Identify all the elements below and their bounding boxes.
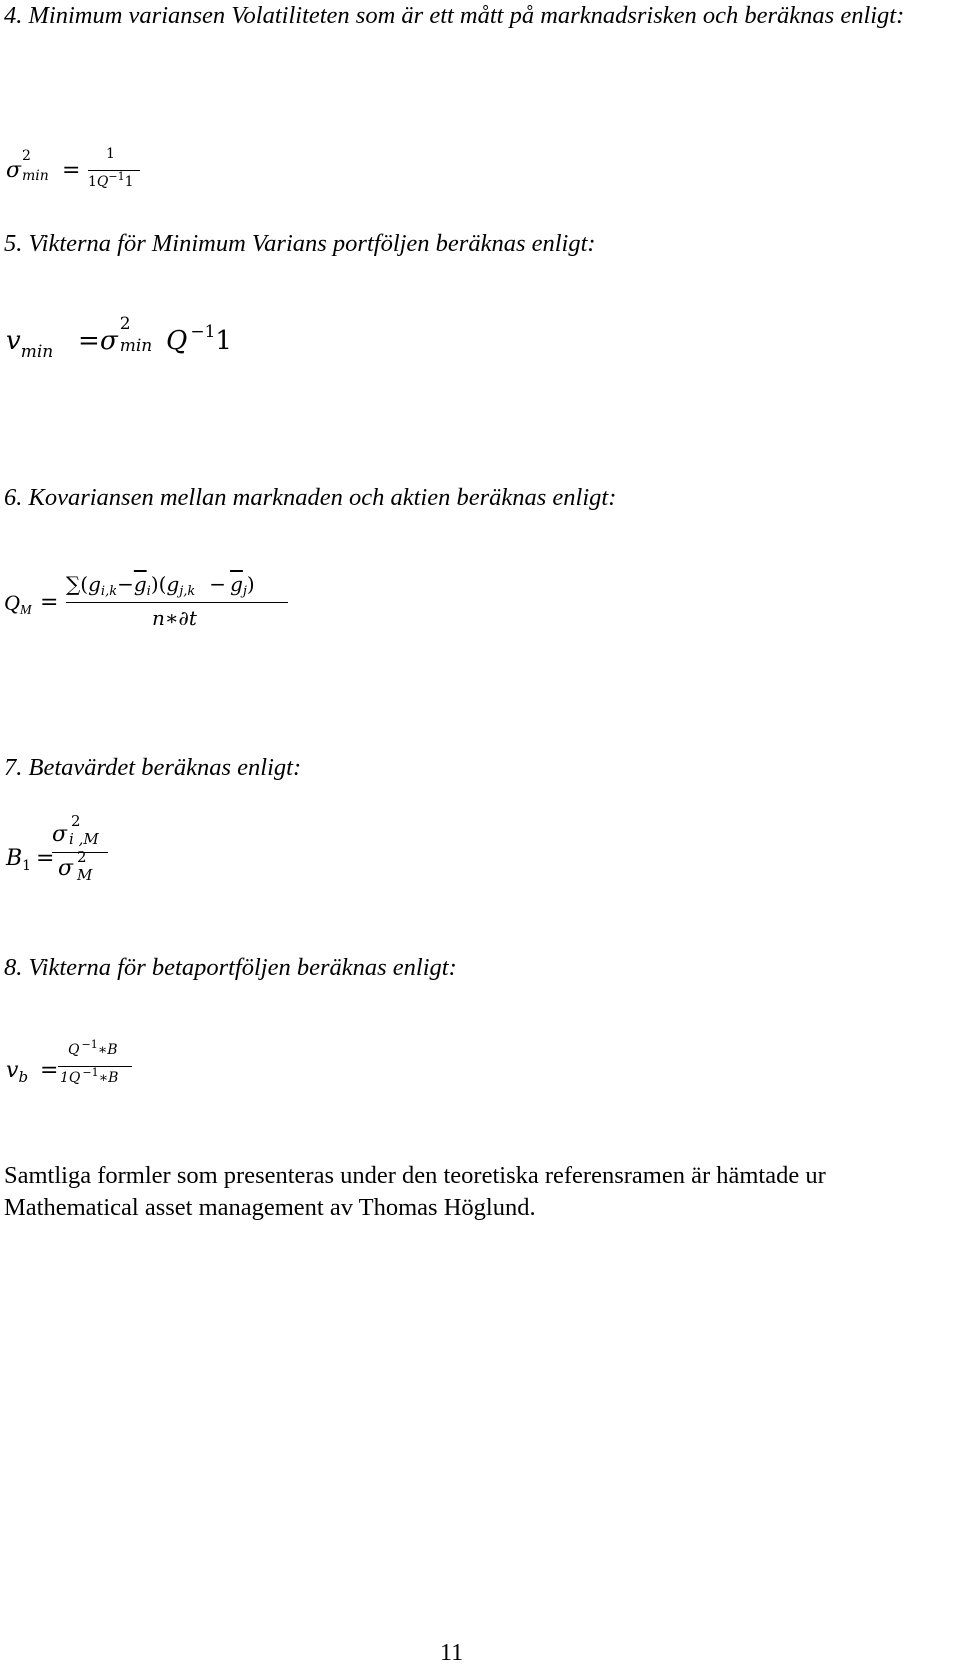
formula-7 bbox=[6, 812, 146, 894]
formula-4-lhs: σ 2 min bbox=[6, 148, 49, 184]
formula-4-numerator: 1 bbox=[106, 146, 115, 162]
formula-6-equals: = bbox=[40, 590, 59, 615]
formula-8-lhs: $v_b$ bbox=[6, 1058, 29, 1086]
formula-5-equals: = bbox=[78, 326, 100, 356]
formula-6 bbox=[4, 570, 304, 640]
formula-5 bbox=[6, 314, 266, 366]
formula-6-fraction-bar bbox=[66, 602, 288, 603]
formula-7-denominator: σ 2 M bbox=[58, 848, 93, 884]
formula-7-equals: = bbox=[36, 846, 55, 871]
formula-6-denominator: n∗∂t bbox=[152, 606, 197, 630]
formula-8 bbox=[6, 1040, 166, 1100]
formula-8-equals: = bbox=[40, 1058, 59, 1083]
formula-5-sigma: σ 2 min bbox=[100, 314, 153, 356]
formula-8-numerator: Q $^{-1}$∗B bbox=[68, 1038, 118, 1058]
closing-paragraph: Samtliga formler som presenteras under den teoretiska referensramen är hämtade ur Mathematical asset management av Thomas Höglund. bbox=[4, 1162, 826, 1221]
formula-6-lhs: QM bbox=[4, 590, 32, 618]
section-7-heading: 7. Betavärdet beräknas enligt: bbox=[4, 754, 302, 781]
section-4-heading: 4. Minimum variansen Volatiliteten som är ett mått på marknadsrisken och beräknas enligt: bbox=[4, 2, 905, 29]
formula-5-lhs: $v_{min}$ bbox=[6, 326, 54, 362]
section-6-heading: 6. Kovariansen mellan marknaden och aktien beräknas enligt: bbox=[4, 484, 617, 511]
formula-4-denominator: $1Q^{-1}1$ bbox=[88, 170, 134, 190]
formula-4-equals: = bbox=[62, 158, 81, 183]
page-number: 11 bbox=[440, 1640, 464, 1666]
formula-5-q-inverse: Q $^{-1}$1 bbox=[166, 322, 232, 356]
formula-4 bbox=[6, 146, 146, 200]
formula-6-numerator: $\sum(g_{i,k}-\overline{g}_i)(g_{j,k} - \overline{g}_j)$ bbox=[66, 572, 255, 599]
section-5-heading: 5. Vikterna för Minimum Varians portföljen beräknas enligt: bbox=[4, 230, 596, 257]
formula-7-numerator: σ 2 i ,M bbox=[52, 812, 99, 848]
section-8-heading: 8. Vikterna för betaportföljen beräknas enligt: bbox=[4, 954, 457, 981]
formula-7-lhs: $B_1$ bbox=[6, 846, 32, 874]
formula-8-denominator: 1Q $^{-1}$∗B bbox=[60, 1066, 119, 1086]
